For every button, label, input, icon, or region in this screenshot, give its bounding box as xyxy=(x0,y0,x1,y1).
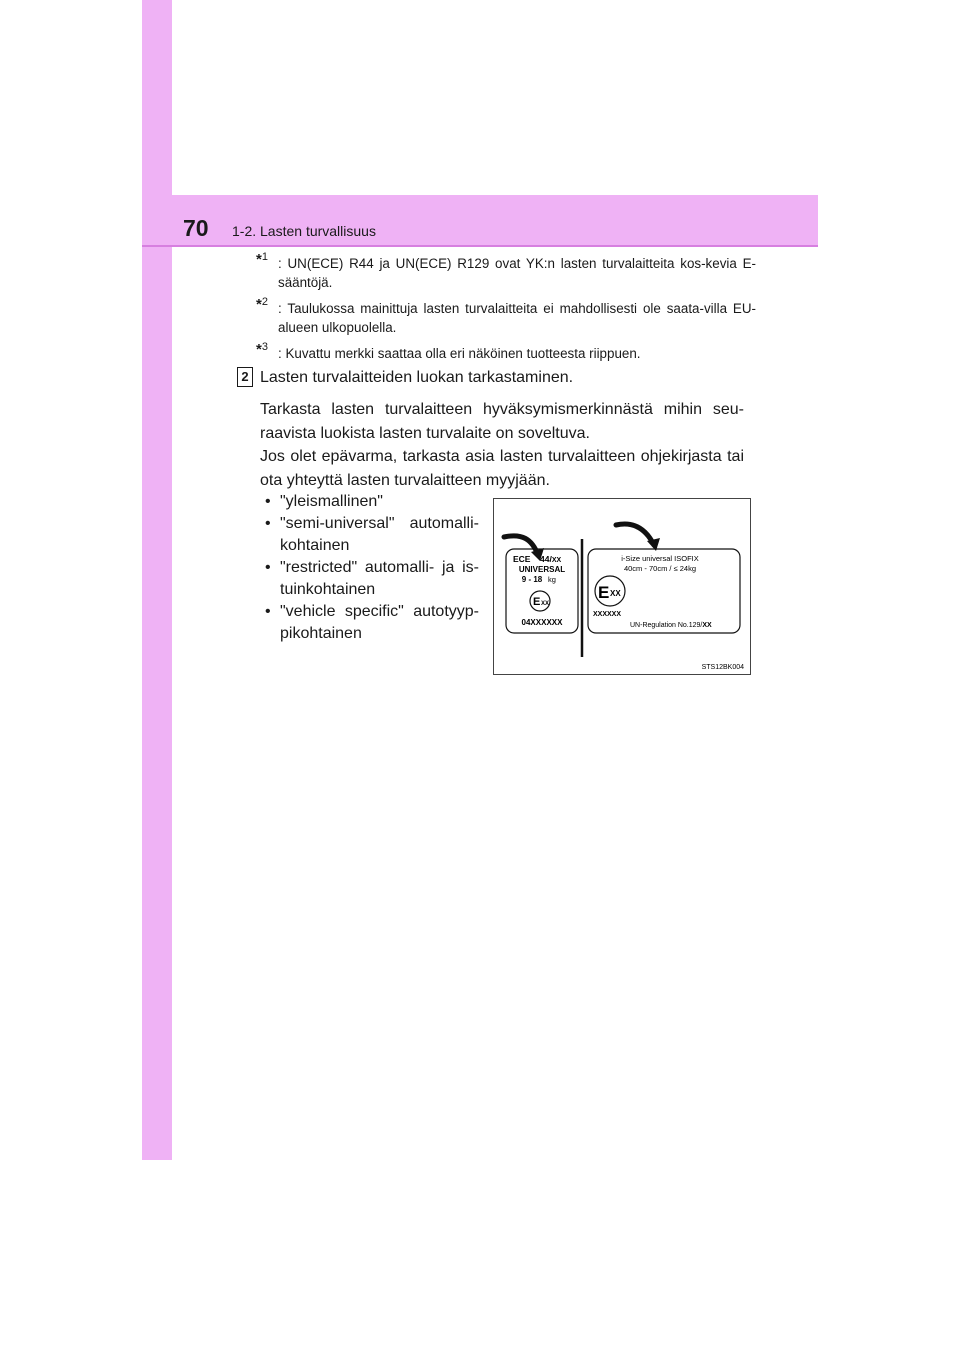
list-item: • "yleismallinen" xyxy=(265,491,479,513)
list-item: • "restricted" automalli- ja is-tuinkohtainen xyxy=(265,557,479,601)
list-item: • "vehicle specific" autotyyp-pikohtainen xyxy=(265,601,479,645)
svg-text:UN-Regulation No.129/XX: UN-Regulation No.129/XX xyxy=(630,622,712,629)
step-number-badge: 2 xyxy=(237,367,253,387)
list-item: • "semi-universal" automalli-kohtainen xyxy=(265,513,479,557)
footnote-marker: *$^2$ xyxy=(256,296,268,313)
step-heading: Lasten turvalaitteiden luokan tarkastaminen. xyxy=(260,369,574,386)
svg-text:9 - 18: 9 - 18 xyxy=(521,575,543,584)
svg-text:44/XX: 44/XX xyxy=(540,554,562,564)
footnote-marker: *$^3$ xyxy=(256,341,268,358)
header-rule xyxy=(142,245,818,247)
footnote-2 xyxy=(256,296,756,337)
section-title: 1-2. Lasten turvallisuus xyxy=(232,223,376,239)
svg-text:XX: XX xyxy=(610,589,621,598)
approval-label-figure xyxy=(493,498,751,675)
category-list xyxy=(265,491,479,645)
svg-text:ECE: ECE xyxy=(513,554,531,564)
footnote-1 xyxy=(256,251,756,292)
step-paragraph: Jos olet epävarma, tarkasta asia lasten turvalaitteen ohjekirjasta tai ota yhteyttä lasten turvalaitteen myyjään. xyxy=(260,448,744,489)
footnote-marker: *$^1$ xyxy=(256,251,268,268)
svg-text:40cm - 70cm / ≤ 24kg: 40cm - 70cm / ≤ 24kg xyxy=(623,564,697,573)
svg-text:UNIVERSAL: UNIVERSAL xyxy=(518,565,566,574)
svg-text:kg: kg xyxy=(548,575,556,584)
figure-id: STS12BK004 xyxy=(701,664,744,671)
svg-text:XX: XX xyxy=(541,601,550,607)
step-paragraph: Tarkasta lasten turvalaitteen hyväksymismerkinnästä mihin seu-raavista luokista lasten turvalaite on soveltuva. xyxy=(260,401,744,442)
page-number: 70 xyxy=(183,215,209,241)
footnote-text: : Taulukossa mainittuja lasten turvalaitteita ei mahdollisesti ole saata-villa EU-alueen ulkopuolella. xyxy=(278,301,756,335)
svg-text:i-Size universal ISOFIX: i-Size universal ISOFIX xyxy=(621,554,699,563)
svg-text:XXXXXX: XXXXXX xyxy=(593,611,622,618)
footnote-3 xyxy=(256,341,756,363)
chapter-sidebar-tab xyxy=(142,0,172,1160)
footnote-text: : Kuvattu merkki saattaa olla eri näköinen tuotteesta riippuen. xyxy=(278,346,641,361)
footnote-text: : UN(ECE) R44 ja UN(ECE) R129 ovat YK:n lasten turvalaitteita kos-kevia E-sääntöjä. xyxy=(278,256,756,290)
svg-text:04XXXXXX: 04XXXXXX xyxy=(521,618,563,627)
svg-text:E: E xyxy=(533,596,541,608)
svg-text:E: E xyxy=(598,583,610,602)
